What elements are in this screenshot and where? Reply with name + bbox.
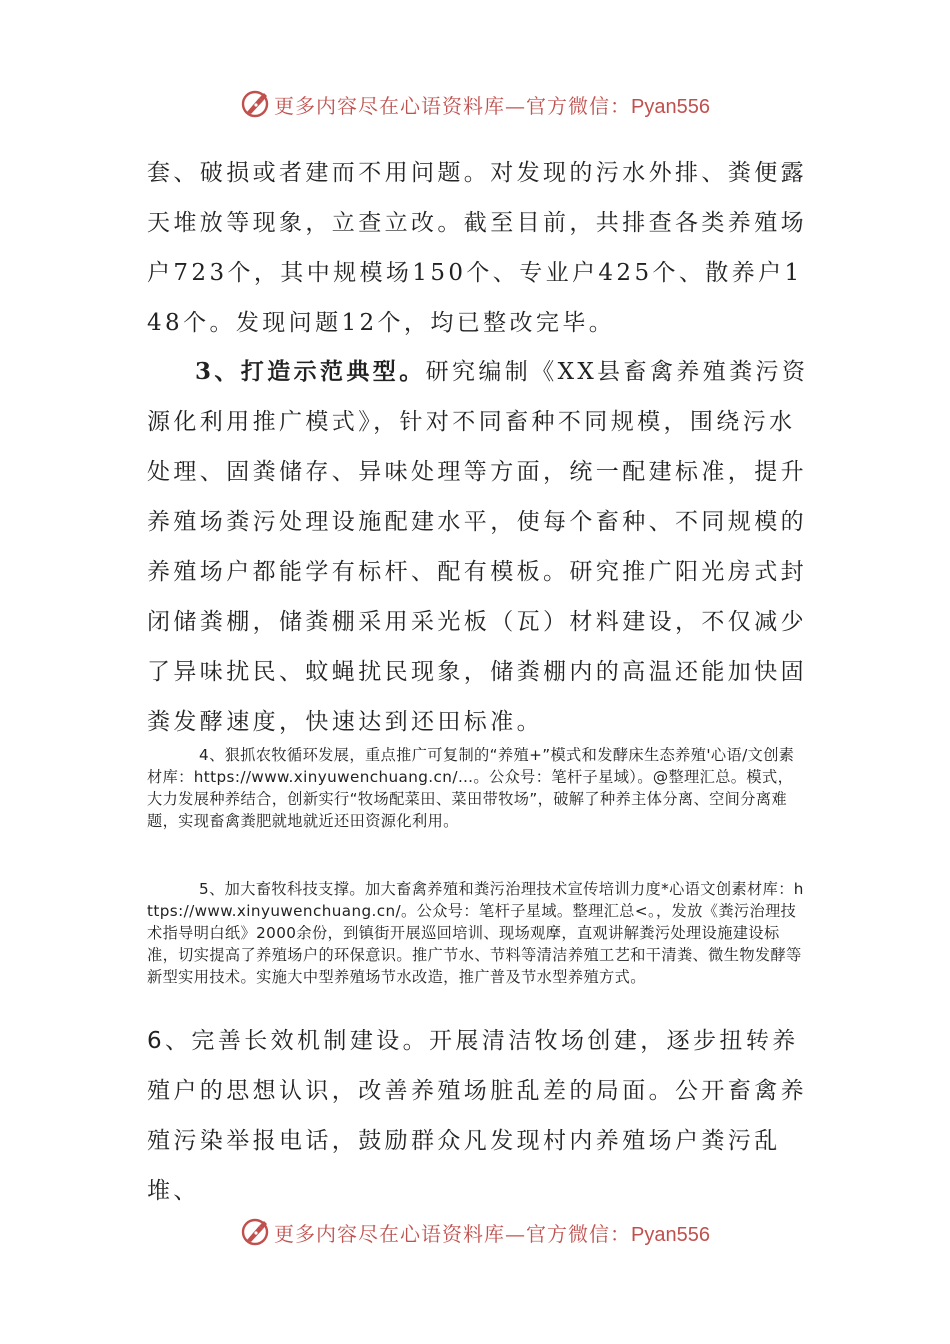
paragraph-2-body: 研究编制《XX县畜禽养殖粪污资源化利用推广模式》，针对不同畜种不同规模，围绕污水处理、固粪储存、异味处理等方面，统一配建标准，提升养殖场粪污处理设施配建水平，使每个畜种、不同规模的养殖场户都能学有标杆、配有模板。研究推广阳光房式封闭储粪棚，储粪棚采用采光板（瓦）材料建设，不仅减少了异味扰民、蚊蝇扰民现象，储粪棚内的高温还能加快固粪发酵速度，快速达到还田标准。 [147, 359, 809, 735]
banner-text-cn: 更多内容尽在心语资料库—官方微信： [274, 1221, 632, 1246]
paragraph-2 [147, 347, 817, 747]
banner-text-cn: 更多内容尽在心语资料库—官方微信： [274, 93, 632, 118]
pen-nib-icon [240, 89, 270, 119]
banner-text [274, 90, 710, 119]
banner-wechat-id: Pyan556 [631, 95, 710, 118]
footer-banner [0, 1212, 950, 1252]
paragraph-3: 4、狠抓农牧循环发展，重点推广可复制的“养殖+”模式和发酵床生态养殖'心语/文创素材库：https://www.xinyuwenchuang.cn/…。公众号：笔杆子星域）。@整理汇总。模式，大力发展种养结合，创新实行“牧场配菜田、菜田带牧场”，破解了种养主体分离、空间分离难题，实现畜禽粪肥就地就近还田资源化利用。 [147, 746, 795, 830]
paragraph-5: 6、完善长效机制建设。开展清洁牧场创建，逐步扭转养殖户的思想认识，改善养殖场脏乱差的局面。公开畜禽养殖污染举报电话，鼓励群众凡发现村内养殖场户粪污乱堆、 [147, 1028, 807, 1204]
paragraph-1: 套、破损或者建而不用问题。对发现的污水外排、粪便露天堆放等现象，立查立改。截至目前，共排查各类养殖场户723个，其中规模场150个、专业户425个、散养户148个。发现问题12个，均已整改完毕。 [147, 160, 807, 336]
header-banner [0, 84, 950, 124]
pen-nib-icon [240, 1217, 270, 1247]
paragraph-4: 5、加大畜牧科技支撑。加大畜禽养殖和粪污治理技术宣传培训力度*心语文创素材库：https://www.xinyuwenchuang.cn/。公众号：笔杆子星域。整理汇总<。，发放《粪污治理技术指导明白纸》2000余份，到镇街开展巡回培训、现场观摩，直观讲解粪污处理设施建设标准，切实提高了养殖场户的环保意识。推广节水、节料等清洁养殖工艺和干清粪、微生物发酵等新型实用技术。实施大中型养殖场节水改造，推广普及节水型养殖方式。 [147, 880, 804, 986]
banner-text [274, 1218, 710, 1247]
banner-wechat-id: Pyan556 [631, 1223, 710, 1246]
paragraph-2-heading: 3、打造示范典型。 [195, 358, 426, 385]
